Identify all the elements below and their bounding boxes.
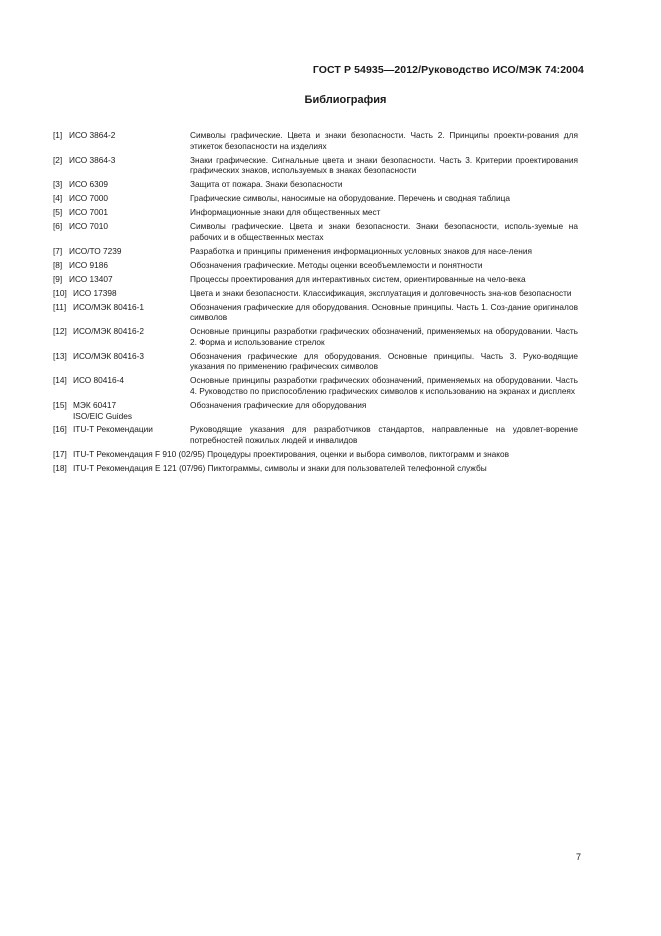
entry-description: Обозначения графические для оборудования: [190, 399, 367, 410]
bibliography-entry: [53, 179, 578, 190]
entry-full-text: ITU-T Рекомендация E 121 (07/96) Пиктограммы, символы и знаки для пользователей телефонной службы: [73, 462, 487, 473]
entry-number: [16]: [53, 424, 67, 435]
entry-code-line: ITU-T Рекомендации: [73, 424, 153, 435]
entry-number: [18]: [53, 462, 67, 473]
entry-code: [69, 179, 108, 190]
entry-number: [13]: [53, 350, 67, 361]
entry-number: [8]: [53, 259, 63, 270]
entry-code: [69, 130, 115, 141]
bibliography-entry: [53, 246, 578, 257]
entry-description: Обозначения графические для оборудования. Основные принципы. Часть 1. Соз-дание оригиналов символов: [190, 301, 578, 323]
bibliography-entry: [53, 155, 578, 176]
entry-description: Обозначения графические для оборудования. Основные принципы. Часть 3. Руко-водящие указания по применению графических символов: [190, 350, 578, 372]
bibliography-entry: [53, 221, 578, 242]
entry-code: [73, 375, 124, 386]
entry-description: Обозначения графические. Методы оценки всеобъемлемости и понятности: [190, 259, 483, 270]
entry-code-line: ИСО 9186: [69, 259, 108, 270]
bibliography-entry: [53, 463, 578, 474]
entry-code: [73, 302, 144, 313]
entry-number: [3]: [53, 179, 63, 190]
entry-code: [69, 274, 113, 285]
entry-code-line: ИСО/МЭК 80416-2: [73, 326, 144, 337]
entry-description: Символы графические. Цвета и знаки безопасности. Знаки безопасности, исполь-зуемые на рабочих и в общественных местах: [190, 221, 578, 242]
bibliography-entry: [53, 288, 578, 299]
bibliography-entry: [53, 449, 578, 460]
entry-number: [1]: [53, 130, 63, 140]
entry-description: Процессы проектирования для интерактивных систем, ориентированные на чело-века: [190, 273, 526, 284]
bibliography-entry: [53, 260, 578, 271]
entry-code: [73, 400, 132, 421]
entry-number: [6]: [53, 221, 63, 232]
entry-description: Информационные знаки для общественных мест: [190, 207, 381, 218]
entry-number: [7]: [53, 245, 63, 256]
entry-number: [17]: [53, 448, 67, 459]
entry-code-line: ИСО 17398: [73, 287, 117, 298]
entry-code-line-2: ISO/EIC Guides: [73, 410, 133, 421]
entry-number: [12]: [53, 326, 67, 337]
entry-description: Защита от пожара. Знаки безопасности: [190, 179, 343, 190]
entry-code-line: ИСО 6309: [69, 179, 108, 190]
entry-description: Руководящие указания для разработчиков стандартов, направленные на удовлет-ворение потребностей пожилых людей и инвалидов: [190, 424, 578, 445]
entry-number: [10]: [53, 287, 67, 298]
bibliography-entry: [53, 351, 578, 372]
entry-code-line: ИСО 80416-4: [73, 375, 124, 386]
entry-code: [69, 193, 108, 204]
document-header: ГОСТ Р 54935—2012/Руководство ИСО/МЭК 74:2004: [312, 64, 584, 76]
entry-code-line: ИСО/ТО 7239: [69, 245, 122, 256]
entry-description: Знаки графические. Сигнальные цвета и знаки безопасности. Часть 3. Критерии проектирования графических знаков, используемых в знаках безопасности: [190, 154, 578, 176]
entry-code: [69, 155, 115, 166]
entry-number: [2]: [53, 154, 63, 165]
entry-code-line: ИСО 3864-3: [69, 154, 116, 165]
entry-code-line: ИСО/МЭК 80416-3: [73, 350, 144, 361]
bibliography-entry: [53, 302, 578, 323]
entry-description: Цвета и знаки безопасности. Классификация, эксплуатация и долговечность зна-ков безопасности: [190, 287, 572, 298]
bibliography-entry: [53, 326, 578, 347]
entry-description: Основные принципы разработки графических обозначений, применяемых на оборудовании. Часть 2. Форма и использование стрелок: [190, 326, 578, 347]
entry-description: Символы графические. Цвета и знаки безопасности. Часть 2. Принципы проекти-рования для этикеток безопасности на изделиях: [190, 130, 578, 151]
entry-code: [73, 326, 144, 337]
entry-code-line: ИСО 7010: [69, 221, 108, 232]
entry-number: [9]: [53, 273, 63, 284]
bibliography-title: Библиография: [304, 94, 387, 106]
entry-description: Графические символы, наносимые на оборудование. Перечень и сводная таблица: [190, 193, 510, 204]
bibliography-entry: [53, 207, 578, 218]
bibliography-entry: [53, 274, 578, 285]
bibliography-entry: [53, 424, 578, 445]
entry-number: [11]: [53, 301, 67, 312]
entry-number: [4]: [53, 193, 63, 204]
entry-code-line: ИСО 3864-2: [69, 130, 116, 140]
entry-number: [14]: [53, 375, 67, 386]
entry-code: [69, 221, 108, 232]
entry-description: Основные принципы разработки графических обозначений, применяемых на оборудовании. Часть 4. Руководство по приспособлению графических символов к использованию на экранах и дисплеях: [190, 375, 578, 396]
entry-code: [73, 288, 117, 299]
entry-code: [73, 424, 153, 435]
bibliography-entry: [53, 130, 578, 151]
entry-code: [69, 207, 108, 218]
entry-code-line: МЭК 60417: [73, 399, 117, 410]
page-number: 7: [576, 852, 582, 862]
entry-code-line: ИСО 13407: [69, 273, 113, 284]
entry-full-text: ITU-T Рекомендация F 910 (02/95) Процедуры проектирования, оценки и выбора символов, пиктограмм и знаков: [73, 448, 510, 459]
entry-description: Разработка и принципы применения информационных условных знаков для насе-ления: [190, 245, 532, 256]
bibliography-entry: [53, 400, 578, 421]
bibliography-list: [53, 130, 578, 477]
entry-number: [5]: [53, 207, 63, 218]
entry-number: [15]: [53, 399, 67, 410]
entry-code: [69, 246, 121, 257]
bibliography-entry: [53, 375, 578, 396]
entry-code-line: ИСО 7001: [69, 207, 108, 218]
entry-code: [73, 351, 144, 362]
entry-code: [69, 260, 108, 271]
entry-code-line: ИСО/МЭК 80416-1: [73, 301, 144, 312]
bibliography-entry: [53, 193, 578, 204]
entry-code-line: ИСО 7000: [69, 193, 108, 204]
